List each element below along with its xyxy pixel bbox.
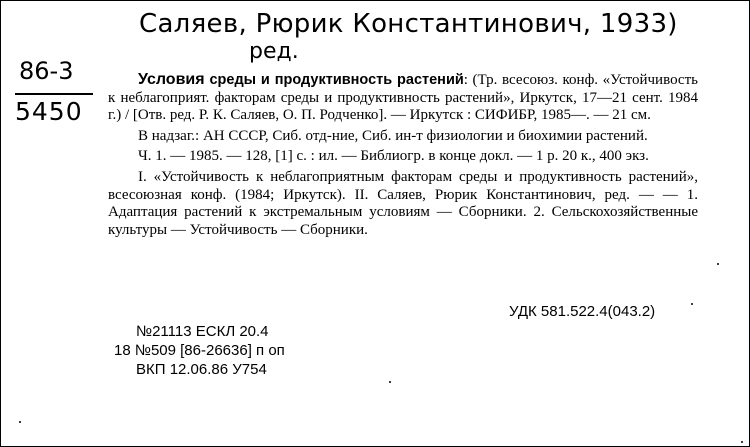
title-lead: Условия — [138, 71, 205, 88]
registration-line-3: ВКП 12.06.86 У754 — [136, 361, 267, 378]
shelfmark-top: 86-3 — [19, 57, 74, 85]
scan-speck — [389, 381, 391, 383]
handwritten-author-heading: Саляев, Рюрик Константинович, 1933) — [139, 9, 678, 39]
subjects-paragraph: I. «Устойчивость к неблагоприятным факторам среды и продуктивность растений», всесоюзная конф. (1984; Иркутск). II. Саляев, Рюрик Константинович, ред. — — 1. Адаптация растений к экстремальным условиям — Сборники. 2. Сельскохозяйственные культуры — Устойчивость — Сборники. — [108, 168, 698, 238]
supervision-paragraph: В надзаг.: АН СССР, Сиб. отд-ние, Сиб. ин-т физиологии и биохимии растений. — [138, 127, 648, 144]
handwritten-editor-note: ред. — [249, 39, 299, 64]
scan-speck — [19, 421, 21, 423]
title-tail: : (Тр. всесоюз. конф. «Устойчивость к неблагоприят. факторам среды и продуктивность растений», Иркутск, 17—21 сент. 1984 г.) / [Отв. ред. Р. К. Саляев, О. П. Родченко]. — Иркутск : СИФИБР, 1985—. — 21 см. — [108, 72, 698, 124]
title-paragraph — [108, 71, 698, 125]
registration-line-1: №21113 ЕСКЛ 20.4 — [136, 323, 269, 340]
udk-code: УДК 581.522.4(043.2) — [509, 303, 656, 320]
registration-line-2: 18 №509 [86-26636] п оп — [114, 342, 285, 359]
shelfmark-divider — [15, 93, 93, 95]
scan-speck — [691, 303, 693, 305]
title-rest: среды и продуктивность растений — [204, 72, 464, 88]
scan-speck — [741, 441, 743, 443]
scan-speck — [717, 263, 719, 265]
bibliographic-description — [108, 71, 698, 239]
shelfmark-bottom: 5450 — [15, 97, 83, 126]
part-paragraph: Ч. 1. — 1985. — 128, [1] с. : ил. — Библиогр. в конце докл. — 1 р. 20 к., 400 экз. — [138, 148, 649, 165]
